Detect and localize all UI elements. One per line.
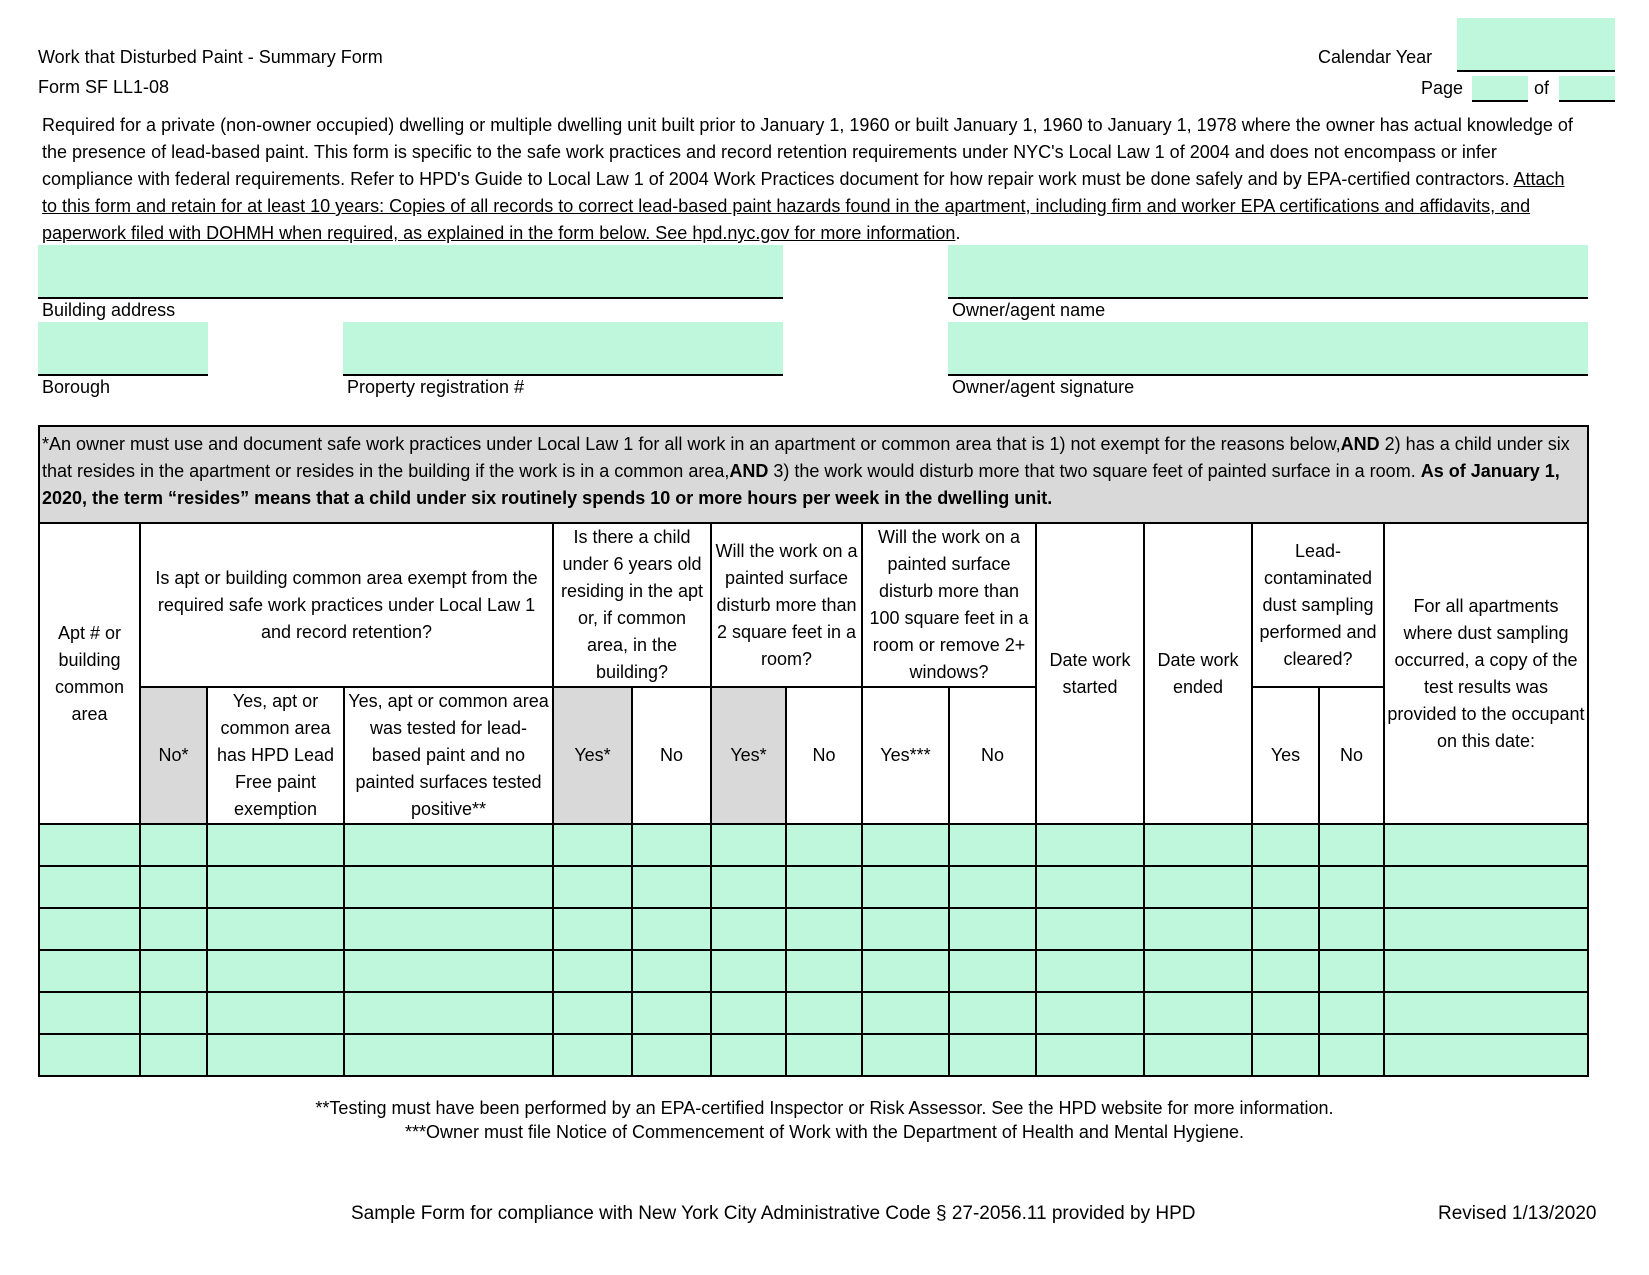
entry-cell[interactable] <box>862 866 949 908</box>
entry-cell[interactable] <box>632 908 711 950</box>
entry-cell[interactable] <box>632 992 711 1034</box>
entry-cell[interactable] <box>344 824 553 866</box>
entry-cell[interactable] <box>786 992 862 1034</box>
entry-cell[interactable] <box>1144 950 1252 992</box>
entry-cell[interactable] <box>786 1034 862 1076</box>
property-registration-label: Property registration # <box>347 377 525 397</box>
table-row <box>39 866 1588 908</box>
entry-cell[interactable] <box>1319 824 1384 866</box>
entry-cell[interactable] <box>632 1034 711 1076</box>
borough-input[interactable] <box>38 322 208 376</box>
form-title: Work that Disturbed Paint - Summary Form <box>38 47 383 67</box>
entry-cell[interactable] <box>632 824 711 866</box>
sub-lead-free-exemption: Yes, apt or common area has HPD Lead Free paint exemption <box>207 687 344 824</box>
entry-cell[interactable] <box>711 1034 786 1076</box>
sub-100sqft-no: No <box>949 687 1036 824</box>
note-part-1: *An owner must use and document safe work practices under Local Law 1 for all work in an apartment or common area that is 1) not exempt for the reasons below, <box>42 434 1341 454</box>
entry-cell[interactable] <box>1252 950 1319 992</box>
header-child: Is there a child under 6 years old residing in the apt or, if common area, in the building? <box>553 523 711 687</box>
header-date-ended: Date work ended <box>1144 523 1252 824</box>
entry-cell[interactable] <box>1036 992 1144 1034</box>
sub-exempt-no: No* <box>140 687 207 824</box>
note-part-2: 2) has a child under six that resides in the apartment or resides in the building if the work is in a common area, <box>42 434 1570 481</box>
entry-cell[interactable] <box>949 866 1036 908</box>
entry-cell[interactable] <box>949 950 1036 992</box>
header-exempt: Is apt or building common area exempt from the required safe work practices under Local Law 1 and record retention? <box>140 523 553 687</box>
sub-tested-negative: Yes, apt or common area was tested for lead-based paint and no painted surfaces tested positive** <box>344 687 553 824</box>
entry-cell[interactable] <box>140 908 207 950</box>
entry-rows <box>39 824 1588 1076</box>
entry-cell[interactable] <box>1384 908 1588 950</box>
entry-cell[interactable] <box>140 950 207 992</box>
work-summary-table <box>38 425 1589 1077</box>
entry-cell[interactable] <box>1036 1034 1144 1076</box>
entry-cell[interactable] <box>1036 824 1144 866</box>
table-row <box>39 824 1588 866</box>
entry-cell[interactable] <box>553 992 632 1034</box>
entry-cell[interactable] <box>1036 866 1144 908</box>
header-apt: Apt # or building common area <box>39 523 140 824</box>
entry-cell[interactable] <box>39 992 140 1034</box>
sub-100sqft-yes: Yes*** <box>862 687 949 824</box>
entry-cell[interactable] <box>1252 824 1319 866</box>
entry-cell[interactable] <box>862 950 949 992</box>
entry-cell[interactable] <box>207 992 344 1034</box>
entry-cell[interactable] <box>1319 1034 1384 1076</box>
intro-paragraph <box>42 112 1582 247</box>
entry-cell[interactable] <box>344 950 553 992</box>
header-100sqft: Will the work on a painted surface disturb more than 100 square feet in a room or remove 2+ windows? <box>862 523 1036 687</box>
note-and-1: AND <box>1340 434 1380 454</box>
property-registration-input[interactable] <box>343 322 783 376</box>
entry-cell[interactable] <box>1384 866 1588 908</box>
entry-cell[interactable] <box>1036 908 1144 950</box>
sub-dust-no: No <box>1319 687 1384 824</box>
entry-cell[interactable] <box>949 1034 1036 1076</box>
intro-underlined: Attach to this form and retain for at least 10 years: Copies of all records to correct lead-based paint hazards found in the apartment, including firm and worker EPA certifications and affidavits, and paperwork filed with DOHMH when required, as explained in the form below. See hpd.nyc.gov for more information <box>42 169 1565 243</box>
entry-cell[interactable] <box>862 992 949 1034</box>
entry-cell[interactable] <box>862 908 949 950</box>
entry-cell[interactable] <box>39 866 140 908</box>
entry-cell[interactable] <box>786 950 862 992</box>
entry-cell[interactable] <box>553 824 632 866</box>
table-row <box>39 950 1588 992</box>
intro-text: Required for a private (non-owner occupied) dwelling or multiple dwelling unit built prior to January 1, 1960 or built January 1, 1960 to January 1, 1978 where the owner has actual knowledge of the presence of lead-based paint. This form is specific to the safe work practices and record retention requirements under NYC's Local Law 1 of 2004 and does not encompass or infer compliance with federal requirements. Refer to HPD's Guide to Local Law 1 of 2004 Work Practices document for how repair work must be done safely and by EPA-certified contractors. <box>42 115 1573 189</box>
entry-cell[interactable] <box>207 866 344 908</box>
requirements-note <box>39 426 1588 523</box>
entry-cell[interactable] <box>344 1034 553 1076</box>
page-total-input[interactable] <box>1559 76 1615 102</box>
header-dust-sampling: Lead-contaminated dust sampling performed and cleared? <box>1252 523 1384 687</box>
entry-cell[interactable] <box>553 1034 632 1076</box>
page-number-input[interactable] <box>1472 76 1528 102</box>
entry-cell[interactable] <box>1319 992 1384 1034</box>
building-address-input[interactable] <box>38 245 783 299</box>
owner-agent-signature-label: Owner/agent signature <box>952 377 1135 397</box>
entry-cell[interactable] <box>1144 824 1252 866</box>
form-id: Form SF LL1-08 <box>38 77 170 97</box>
entry-cell[interactable] <box>711 824 786 866</box>
entry-cell[interactable] <box>344 992 553 1034</box>
intro-end: . <box>955 223 961 243</box>
entry-cell[interactable] <box>39 824 140 866</box>
entry-cell[interactable] <box>39 1034 140 1076</box>
entry-cell[interactable] <box>711 908 786 950</box>
sub-2sqft-yes: Yes* <box>711 687 786 824</box>
entry-cell[interactable] <box>39 950 140 992</box>
note-resides-definition: As of January 1, 2020, the term “resides” means that a child under six routinely spends 10 or more hours per week in the dwelling unit. <box>42 461 1560 508</box>
footnote-testing: **Testing must have been performed by an EPA-certified Inspector or Risk Assessor. See the HPD website for more information. <box>315 1098 1334 1118</box>
entry-cell[interactable] <box>786 908 862 950</box>
borough-label: Borough <box>42 377 111 397</box>
entry-cell[interactable] <box>1252 908 1319 950</box>
sub-dust-yes: Yes <box>1252 687 1319 824</box>
entry-cell[interactable] <box>207 824 344 866</box>
entry-cell[interactable] <box>207 908 344 950</box>
footnote-notice: ***Owner must file Notice of Commencement of Work with the Department of Health and Mental Hygiene. <box>404 1122 1245 1142</box>
entry-cell[interactable] <box>553 950 632 992</box>
entry-cell[interactable] <box>711 950 786 992</box>
calendar-year-label: Calendar Year <box>1318 47 1433 67</box>
entry-cell[interactable] <box>553 866 632 908</box>
sub-child-no: No <box>632 687 711 824</box>
entry-cell[interactable] <box>862 1034 949 1076</box>
entry-cell[interactable] <box>1384 950 1588 992</box>
header-2sqft: Will the work on a painted surface disturb more than 2 square feet in a room? <box>711 523 862 687</box>
sub-child-yes: Yes* <box>553 687 632 824</box>
entry-cell[interactable] <box>1252 866 1319 908</box>
entry-cell[interactable] <box>140 824 207 866</box>
entry-cell[interactable] <box>1144 992 1252 1034</box>
entry-cell[interactable] <box>949 824 1036 866</box>
entry-cell[interactable] <box>949 992 1036 1034</box>
header-date-started: Date work started <box>1036 523 1144 824</box>
entry-cell[interactable] <box>1144 1034 1252 1076</box>
entry-cell[interactable] <box>1319 908 1384 950</box>
entry-cell[interactable] <box>1384 1034 1588 1076</box>
of-label: of <box>1534 78 1550 98</box>
calendar-year-input[interactable] <box>1457 18 1615 72</box>
entry-cell[interactable] <box>344 866 553 908</box>
table-row <box>39 908 1588 950</box>
note-and-2: AND <box>729 461 769 481</box>
table-row <box>39 992 1588 1034</box>
entry-cell[interactable] <box>140 992 207 1034</box>
entry-cell[interactable] <box>39 908 140 950</box>
owner-agent-name-input[interactable] <box>948 245 1588 299</box>
entry-cell[interactable] <box>1384 992 1588 1034</box>
entry-cell[interactable] <box>711 992 786 1034</box>
entry-cell[interactable] <box>344 908 553 950</box>
entry-cell[interactable] <box>140 1034 207 1076</box>
sub-2sqft-no: No <box>786 687 862 824</box>
entry-cell[interactable] <box>632 950 711 992</box>
entry-cell[interactable] <box>1319 950 1384 992</box>
entry-cell[interactable] <box>1252 1034 1319 1076</box>
table-row <box>39 1034 1588 1076</box>
owner-agent-signature-input[interactable] <box>948 322 1588 376</box>
entry-cell[interactable] <box>786 866 862 908</box>
entry-cell[interactable] <box>1144 908 1252 950</box>
entry-cell[interactable] <box>1144 866 1252 908</box>
entry-cell[interactable] <box>1319 866 1384 908</box>
entry-cell[interactable] <box>1036 950 1144 992</box>
header-results-date: For all apartments where dust sampling occurred, a copy of the test results was provided to the occupant on this date: <box>1384 523 1588 824</box>
note-part-3: 3) the work would disturb more that two square feet of painted surface in a room. <box>768 461 1421 481</box>
entry-cell[interactable] <box>553 908 632 950</box>
footer-revised: Revised 1/13/2020 <box>1438 1203 1597 1224</box>
owner-agent-name-label: Owner/agent name <box>952 300 1106 320</box>
entry-cell[interactable] <box>1252 992 1319 1034</box>
entry-cell[interactable] <box>786 824 862 866</box>
footer-sample-form: Sample Form for compliance with New York City Administrative Code § 27-2056.11 provided by HPD <box>351 1203 1196 1224</box>
entry-cell[interactable] <box>207 950 344 992</box>
page-label: Page <box>1421 78 1464 98</box>
entry-cell[interactable] <box>632 866 711 908</box>
entry-cell[interactable] <box>1384 824 1588 866</box>
entry-cell[interactable] <box>949 908 1036 950</box>
building-address-label: Building address <box>42 300 176 320</box>
entry-cell[interactable] <box>140 866 207 908</box>
entry-cell[interactable] <box>207 1034 344 1076</box>
entry-cell[interactable] <box>862 824 949 866</box>
entry-cell[interactable] <box>711 866 786 908</box>
